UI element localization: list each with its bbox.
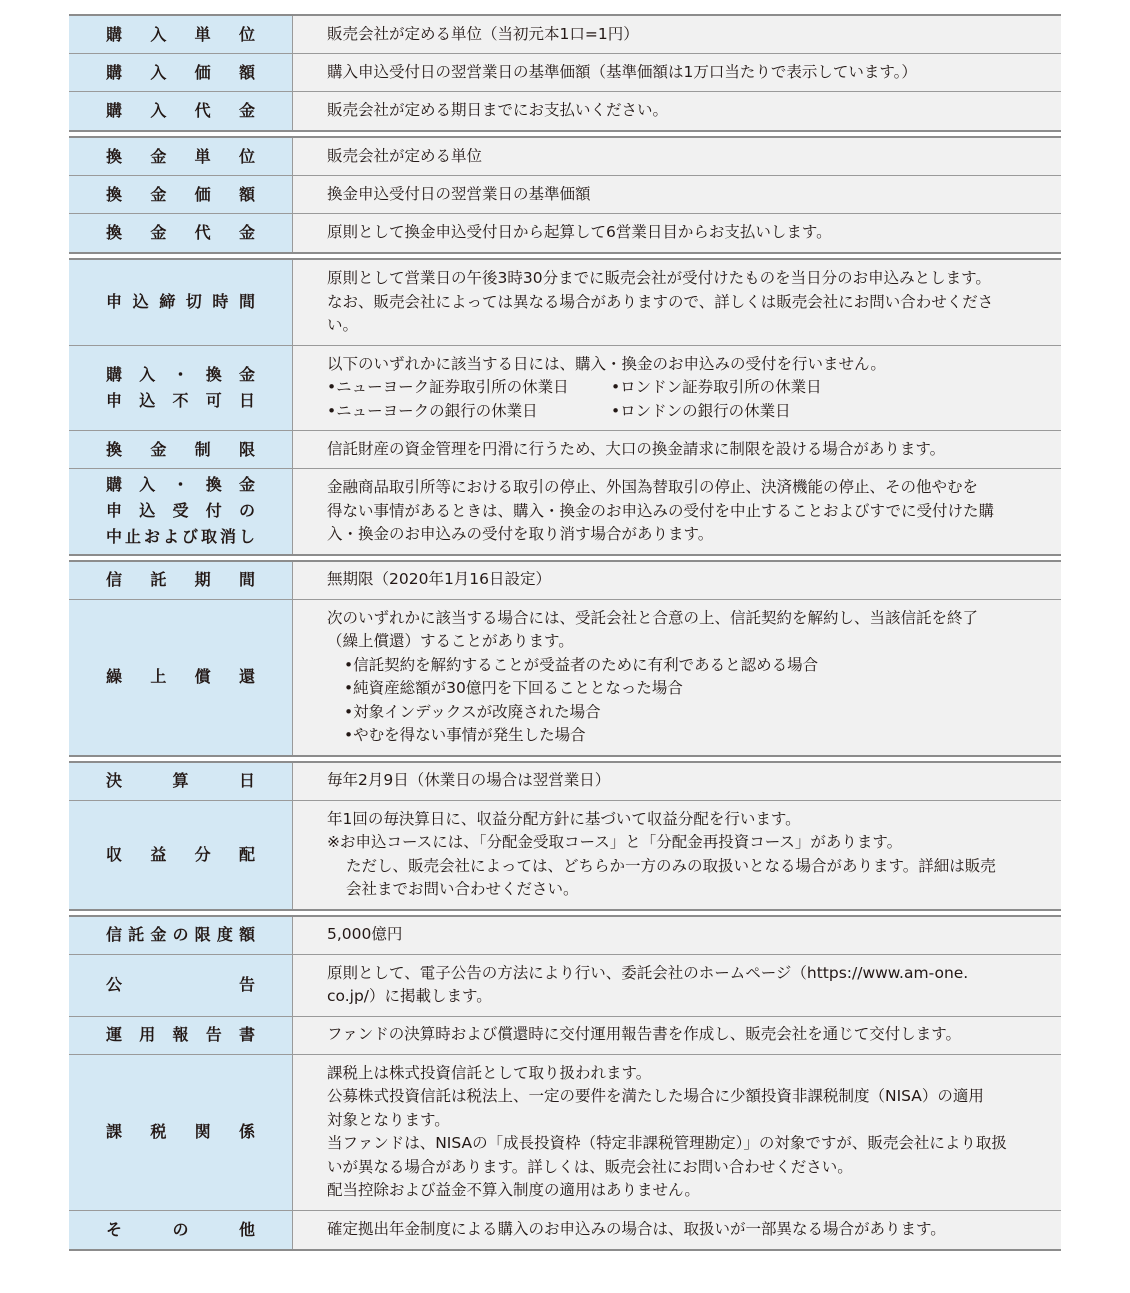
- table-row: [69, 54, 1061, 92]
- row-value: 原則として、電子公告の方法により行い、委託会社のホームページ（https://www.am-one. co.jp/）に掲載します。: [293, 955, 1061, 1016]
- purchase-section: [69, 14, 1061, 132]
- row-value: 販売会社が定める単位（当初元本1口=1円）: [293, 16, 1061, 53]
- row-label: 換金代金: [69, 214, 293, 252]
- row-value: 年1回の毎決算日に、収益分配方針に基づいて収益分配を行います。 ※お申込コースには、「分配金受取コース」と「分配金再投資コース」があります。 ただし、販売会社によっては、どちらか一方のみの取扱いとなる場合があります。詳細は販売 会社までお問い合わせください。: [293, 801, 1061, 909]
- row-value: 毎年2月9日（休業日の場合は翌営業日）: [293, 763, 1061, 800]
- row-label: 換金制限: [69, 431, 293, 468]
- row-label: 公告: [69, 955, 293, 1016]
- row-label: 申込締切時間: [69, 260, 293, 345]
- row-value: 課税上は株式投資信託として取り扱われます。 公募株式投資信託は税法上、一定の要件を満たした場合に少額投資非課税制度（NISA）の適用 対象となります。 当ファンドは、NISAの「成長投資枠（特定非課税管理勘定）」の対象ですが、販売会社により取扱 いが異なる場合があります。詳しくは、販売会社にお問い合わせください。 配当控除および益金不算入制度の適用はありません。: [293, 1055, 1061, 1210]
- table-row: [69, 346, 1061, 432]
- table-row: [69, 600, 1061, 755]
- row-label: 決算日: [69, 763, 293, 800]
- row-label: 購入代金: [69, 92, 293, 130]
- table-row: [69, 1017, 1061, 1055]
- row-label: 運用報告書: [69, 1017, 293, 1054]
- settlement-section: [69, 761, 1061, 911]
- row-label: 換金単位: [69, 138, 293, 175]
- table-row: [69, 955, 1061, 1017]
- row-label: 信託金の限度額: [69, 917, 293, 954]
- table-row: [69, 917, 1061, 955]
- row-label: 換金価額: [69, 176, 293, 213]
- holiday-bullets: •ニューヨークの銀行の休業日 •ロンドンの銀行の休業日: [327, 401, 791, 420]
- row-label: 課税関係: [69, 1055, 293, 1210]
- redemption-section: [69, 136, 1061, 254]
- holiday-bullets: •ニューヨーク証券取引所の休業日 •ロンドン証券取引所の休業日: [327, 378, 822, 396]
- table-row: [69, 214, 1061, 252]
- row-label: 購入価額: [69, 54, 293, 91]
- table-row: [69, 176, 1061, 214]
- fund-terms-table: [69, 14, 1061, 1251]
- table-row: [69, 469, 1061, 554]
- table-row: [69, 260, 1061, 346]
- table-row: [69, 16, 1061, 54]
- row-value: 次のいずれかに該当する場合には、受託会社と合意の上、信託契約を解約し、当該信託を終了 （繰上償還）することがあります。 •信託契約を解約することが受益者のために有利であると認める場合 •純資産総額が30億円を下回ることとなった場合 •対象インデックスが改廃された場合 •やむを得ない事情が発生した場合: [293, 600, 1061, 755]
- row-value: 金融商品取引所等における取引の停止、外国為替取引の停止、決済機能の停止、その他やむを 得ない事情があるときは、購入・換金のお申込みの受付を中止することおよびすでに受付けた購 入・換金のお申込みの受付を取り消す場合があります。: [293, 469, 1061, 554]
- row-value: 原則として換金申込受付日から起算して6営業日目からお支払いします。: [293, 214, 1061, 252]
- row-label: 購入単位: [69, 16, 293, 53]
- row-value: 以下のいずれかに該当する日には、購入・換金のお申込みの受付を行いません。 •ニューヨーク証券取引所の休業日 •ロンドン証券取引所の休業日 •ニューヨークの銀行の休業日 •ロンドンの銀行の休業日: [293, 346, 1061, 431]
- row-value: 換金申込受付日の翌営業日の基準価額: [293, 176, 1061, 213]
- row-label: 購入・換金 申込受付の 中止および取消し: [69, 469, 293, 554]
- table-row: [69, 1211, 1061, 1249]
- row-label: 繰上償還: [69, 600, 293, 755]
- table-row: [69, 1055, 1061, 1211]
- order-rules-section: [69, 258, 1061, 556]
- trust-term-section: [69, 560, 1061, 757]
- row-value: 5,000億円: [293, 917, 1061, 954]
- row-label: 信託期間: [69, 562, 293, 599]
- row-value: 確定拠出年金制度による購入のお申込みの場合は、取扱いが一部異なる場合があります。: [293, 1211, 1061, 1249]
- row-value: 信託財産の資金管理を円滑に行うため、大口の換金請求に制限を設ける場合があります。: [293, 431, 1061, 468]
- table-row: [69, 763, 1061, 801]
- table-row: [69, 562, 1061, 600]
- other-section: [69, 915, 1061, 1251]
- table-row: [69, 92, 1061, 130]
- row-label: 収益分配: [69, 801, 293, 909]
- row-value: 販売会社が定める単位: [293, 138, 1061, 175]
- row-label: その他: [69, 1211, 293, 1249]
- table-row: [69, 431, 1061, 469]
- row-value: ファンドの決算時および償還時に交付運用報告書を作成し、販売会社を通じて交付します。: [293, 1017, 1061, 1054]
- row-value: 購入申込受付日の翌営業日の基準価額（基準価額は1万口当たりで表示しています。）: [293, 54, 1061, 91]
- table-row: [69, 138, 1061, 176]
- table-row: [69, 801, 1061, 909]
- row-value: 無期限（2020年1月16日設定）: [293, 562, 1061, 599]
- row-value: 原則として営業日の午後3時30分までに販売会社が受付けたものを当日分のお申込みとします。 なお、販売会社によっては異なる場合がありますので、詳しくは販売会社にお問い合わせくださ い。: [293, 260, 1061, 345]
- row-label: 購入・換金 申込不可日: [69, 346, 293, 431]
- row-value: 販売会社が定める期日までにお支払いください。: [293, 92, 1061, 130]
